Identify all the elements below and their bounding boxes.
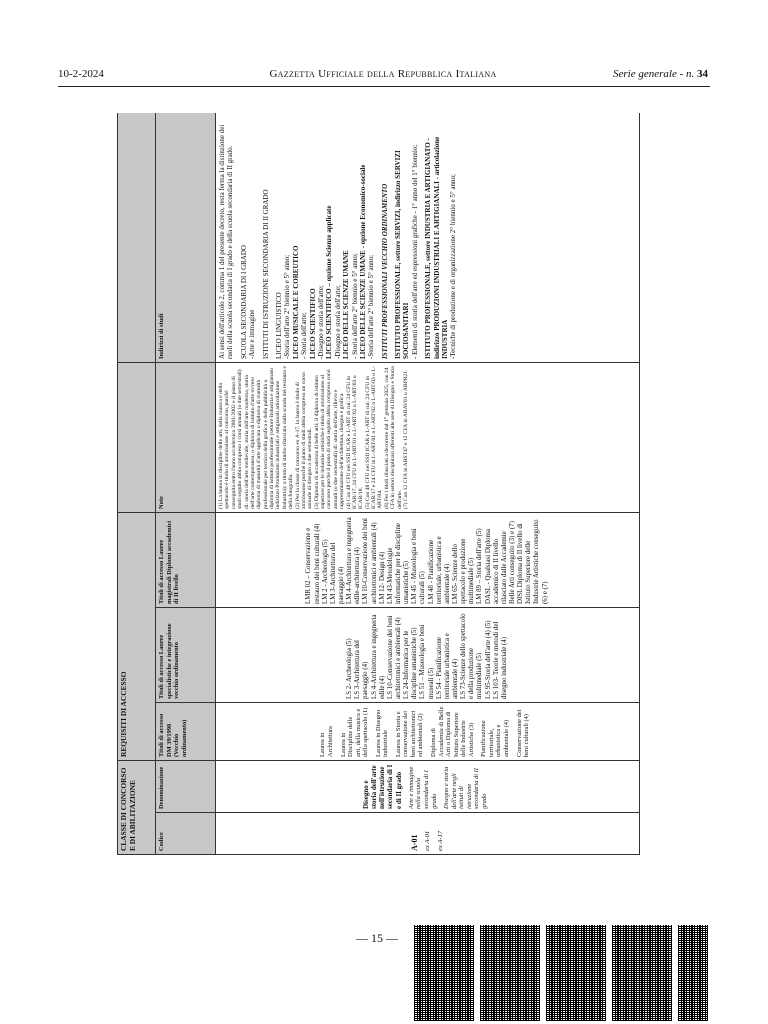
header-classe: CLASSE DI CONCORSO E DI ABILITAZIONE	[118, 760, 156, 854]
page-number: — 15 —	[356, 931, 398, 945]
header-titoli-lm: Titoli di accesso Lauree magistrali Diplomi accademici di II livello	[156, 512, 216, 607]
header-date: 10-2-2024	[58, 68, 104, 80]
header-indirizzi: Indirizzi di studi	[156, 113, 216, 362]
titoli-dm-cell	[216, 702, 640, 760]
studi-heading: LICEO SCIENTIFICO – opzione Scienze applicate	[325, 205, 334, 359]
codes-cell	[216, 813, 640, 855]
studi-heading: LICEO DELLE SCIENZE UMANE - opzione Economico-sociale	[358, 164, 367, 359]
code-ex-a17: ex A-17	[437, 830, 445, 851]
titoli-ls-cell	[216, 607, 640, 702]
list-item: Pianificazione territoriale, urbanistica e ambientale (4)	[480, 719, 510, 757]
studi-heading: LICEO DELLE SCIENZE UMANE	[342, 250, 351, 359]
header-titoli-dm: Titoli di accesso DM 39/1998 (Vecchio ordinamento)	[156, 702, 216, 760]
list-item: LM 48 - Pianificazione territoriale, urbanistica e ambientale (4)	[427, 536, 451, 604]
note-item: (7) Con 12 CFA in ABST47 e 12 CFA in ABAV01 o ABPR21.	[402, 369, 409, 509]
studi-heading: LICEO LINGUISTICO	[275, 292, 284, 359]
studi-heading: ISTITUTI DI ISTRUZIONE SECONDARIA DI II GRADO	[261, 189, 270, 359]
list-item: Laurea in Discipline delle arti, della musica e dello spettacolo (1)	[339, 707, 370, 757]
note-item: (6) Per i titoli rilasciati a decorrere dal 1° gennaio 2025, con 24 CFA in settori disciplinari afferenti alle aree di Disegno e Storia dell'arte.	[383, 366, 403, 509]
header-indirizzi-empty	[118, 113, 156, 362]
list-item: Laurea in Storia e conservazione dei beni architettonici ed ambientali (2)	[394, 710, 425, 757]
classes-table	[117, 113, 640, 855]
header-rule	[58, 86, 710, 87]
note-item: (3) Diploma di accademia di belle arti; il diploma di istituto superiore per le industrie artistiche è titolo di ammissione al concorso purché il piano di studi seguito abbia compreso corsi annuali (o due semestrali) di: storia dell'arte, rilievo e rappresentazione dell'architettura, disegno e grafica.	[313, 369, 346, 509]
list-item: Laurea in Architettura	[319, 726, 335, 757]
page-header	[58, 68, 708, 86]
list-item: Diploma di Accademia di Belle Arti o Diploma di Istituto Superiore delle Industrie Artistiche (3)	[430, 706, 475, 757]
datamatrix-icon	[678, 925, 708, 1021]
table-row	[216, 113, 640, 855]
list-item: DISL Diploma di II livello di Istituto Superiore delle Industrie Artistiche conseguito (6) e (7)	[517, 519, 549, 604]
denominazione-cell	[216, 760, 640, 812]
header-titoli-ls: Titoli di accesso Lauree specialistiche e integrazione vecchio ordinamento	[156, 607, 216, 702]
list-item: LS 103- Teorie e metodi del disegno industriale (4)	[492, 621, 508, 699]
list-item: LS 51 – Museologia e beni museali (5)	[419, 624, 435, 699]
header-serie-number: 34	[697, 68, 708, 80]
studi-item: -Disegno e storia dell'arte;	[333, 285, 342, 359]
list-item: LM 43-Metodologie informatiche per le discipline umanistiche (5)	[386, 523, 411, 604]
note-item: (5) Con 48 CFU nei SSD ICAR e L-ART di cui: 24 CFU in ICAR/17 e 24 CFU in L-ART/01 o L-ART/02 o L-ART/03 o L-ART/04.	[364, 366, 384, 509]
note-item: (1) La laurea in discipline delle arti, della musica e dello spettacolo è titolo di ammissione al concorso, purché conseguita entro l'anno accademico 2001/2002 e il piano di studi seguito abbia compreso i corsi annuali (o due semestrali) di: storia dell'arte medievale, storia dell'arte moderna, storia dell'arte contemporanea; o diploma di istituto d'arte ovvero diploma di maturità d'arte applicata o diploma di maturità professionale per tecnico della grafica e della pubblicità o diploma di istituto professionale (settore Industria e artigianato indirizzo Produzioni industriali e artigianali articolazione Industria); o titolo di studio rilasciato dalla scuola del restauro e della fotografia.	[218, 366, 295, 509]
indirizzi-cell	[216, 113, 640, 362]
code-main: A-01	[410, 834, 420, 851]
header-title: Gazzetta Ufficiale della Repubblica Italiana	[269, 68, 497, 80]
studi-item: -Arte e immagine	[248, 309, 257, 359]
studi-heading: LICEO MUSICALE E COREUTICO	[291, 245, 300, 359]
studi-item: - Storia dell'arte;	[300, 312, 309, 359]
list-item: LS 3-Architettura del paesaggio (4)	[354, 640, 370, 699]
list-item: LS 73-Scienze dello spettacolo e della produzione multimediale (5)	[460, 613, 484, 699]
studi-heading: LICEO SCIENTIFICO	[308, 288, 317, 359]
list-item: LM 12- Design (4)	[378, 551, 386, 604]
studi-item: -Disegno e storia dell'arte;	[316, 285, 325, 359]
list-item: Conservazione dei beni culturali (4)	[515, 709, 531, 757]
note-cell	[216, 362, 640, 512]
denominazione-ex-a17: Disegno e storia dell'arte negli istituti di istruzione secondaria di II grado	[443, 766, 488, 809]
list-item: LS 10-Conservazione dei beni architettonici e ambientali (4)	[386, 615, 402, 699]
studi-item: - Elementi di storia dell'arte ed espressioni grafiche - 1° anno del 1° biennio;	[410, 144, 419, 359]
studi-heading: ISTITUTI PROFESSIONALI VECCHIO ORDINAMENTO	[380, 183, 389, 359]
datamatrix-icon	[480, 925, 540, 1021]
list-item: LS 95-Storia dell'arte (4) (5)	[484, 620, 492, 699]
note-item: (2) Per la classe di concorso ex A-17, la laurea è titolo di ammissione purché il piano di studi abbia compreso un corso annuale di disegno o due semestrali.	[294, 372, 314, 509]
list-item: LM 2 - Archeologia (5)	[321, 539, 329, 604]
studi-heading: ISTITUTO PROFESSIONALE, settore INDUSTRIA E ARTIGIANATO - indirizzo PRODUZIONI INDUSTRIALI E ARTIGIANALI - articolazione INDUSTRIA	[424, 136, 450, 359]
studi-heading: ISTITUTO PROFESSIONALE, settore SERVIZI, indirizzo SERVIZI SOCIOSANITARI	[394, 150, 411, 359]
list-item: DASL - Qualsiasi Diploma accademico di II livello rilasciato dalle Accademie Belle Arti conseguito (3) e (7)	[484, 521, 516, 604]
code-ex-a01: ex A-01	[424, 830, 432, 851]
note-item: (4) Con 48 CFU nei SSD ICAR e L-ART di cui: 24 CFU in ICAR/17, 24 CFU in L-ART/01 o L-ART/02 o L-ART/03 o ICAR/18.	[345, 375, 365, 509]
studi-heading: SCUOLA SECONDARIA DI I GRADO	[239, 245, 248, 359]
list-item: LMR 02 – Conservazione e restauro dei beni culturali (4)	[305, 523, 321, 604]
header-note: Note	[156, 362, 216, 512]
datamatrix-icon	[612, 925, 672, 1021]
header-note-empty	[118, 362, 156, 512]
list-item: LM 65- Scienze dello spettacolo e produzione multimediale (5)	[451, 538, 476, 604]
datamatrix-icon	[546, 925, 606, 1021]
list-item: LM 45 - Museologia e beni culturali (5)	[411, 528, 427, 604]
datamatrix-icon	[414, 925, 474, 1021]
list-item: LM 89 – Storia dell'arte (5)	[476, 528, 484, 604]
list-item: Laurea in Disegno industriale	[374, 709, 390, 757]
list-item: LM 3-Architettura del paesaggio (4)	[329, 542, 345, 604]
list-item: LS 54 - Pianificazione territoriale urbanistica e ambientale (4)	[435, 633, 459, 699]
list-item: LS 24-Informatica per le discipline umanistiche (5)	[403, 627, 419, 699]
list-item: LM 4-Architettura e ingegneria edile-architettura (4)	[346, 517, 362, 604]
rotated-table-area	[117, 113, 640, 855]
rotated-table	[117, 113, 640, 855]
header-denominazione: Denominazione	[156, 760, 216, 812]
list-item: LS 2- Archeologia (5)	[346, 638, 354, 699]
studi-item: - Storia dell'arte 2° biennio e 5° anno;	[350, 253, 359, 359]
studi-item: -Storia dell'arte 2° biennio e 5° anno;	[367, 254, 376, 359]
header-codice: Codice	[156, 813, 216, 855]
studi-intro: Ai sensi dell'articolo 2, comma 1 del presente decreto, resta ferma la distinzione dei ruoli della scuola secondaria di I grado e della scuola secondaria di II grado.	[218, 124, 235, 359]
header-requisiti: REQUISITI DI ACCESSO	[118, 512, 156, 760]
denominazione-ex-a01: Arte e immagine nella scuola secondaria di I grado	[407, 766, 438, 809]
list-item: LM 10-Conservazione dei beni architettonici e ambientali (4)	[362, 518, 378, 604]
header-serie	[613, 68, 708, 80]
denominazione-main: Disegno e storia dell'arte nell'istruzione secondaria di I e di II grado	[361, 764, 403, 809]
studi-item: -Storia dell'arte 2° biennio e 5° anno;	[283, 254, 292, 359]
header-serie-label: Serie generale - n.	[613, 68, 695, 80]
list-item: LS 4-Architettura e ingegneria edile (4)	[370, 614, 386, 699]
titoli-lm-cell	[216, 512, 640, 607]
studi-item: -Tecniche di produzione e di organizzazione 2° biennio e 5° anno;	[449, 174, 458, 359]
